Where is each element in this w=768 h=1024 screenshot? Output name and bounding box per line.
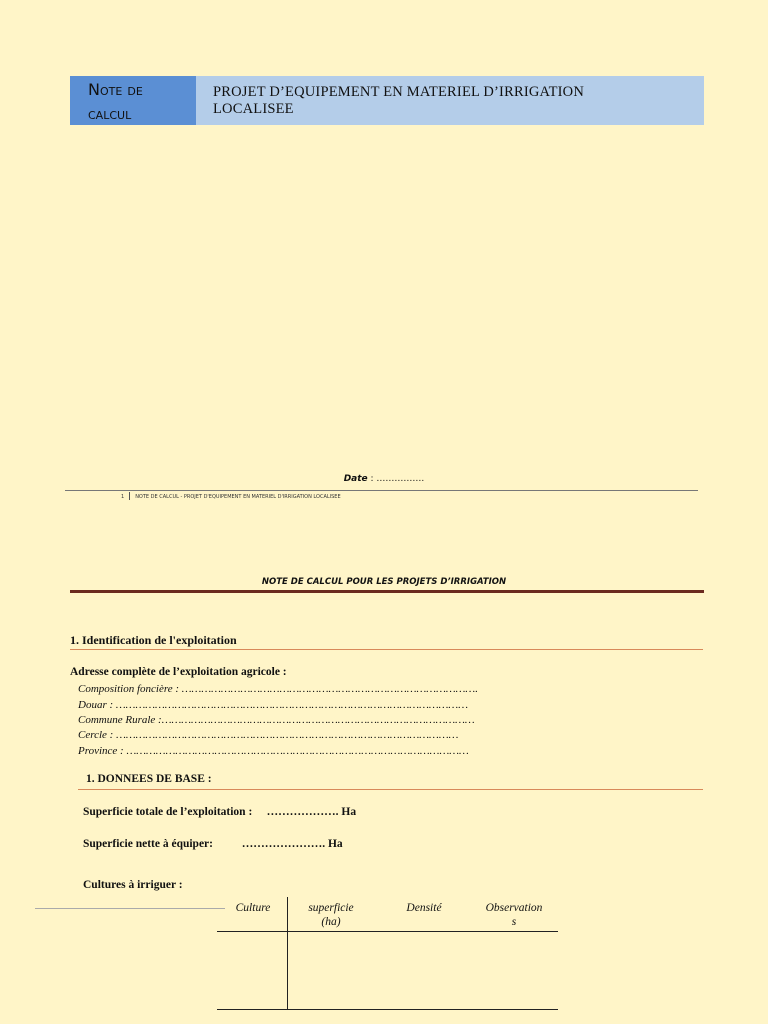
table-header-observations: Observation s: [485, 902, 543, 928]
margin-line: [35, 908, 225, 909]
table-header-densite: Densité: [406, 902, 442, 914]
project-title-line2: LOCALISEE: [213, 101, 294, 117]
identification-heading: 1. Identification de l'exploitation: [70, 633, 237, 647]
project-title: [196, 76, 704, 125]
donnees-heading: 1. DONNEES DE BASE :: [86, 773, 212, 785]
field-douar: Douar : ………………………………………………………………………………………………: [78, 699, 468, 711]
note-de-calcul-line1: Note de: [88, 80, 143, 99]
donnees-rule: [78, 789, 703, 790]
table-header-rule: [217, 931, 558, 932]
section-rule: [70, 590, 704, 593]
address-label: Adresse complète de l’exploitation agricole :: [70, 666, 287, 678]
field-commune-rurale: Commune Rurale :……………………………………………………………………………………: [78, 714, 475, 726]
footer-rule: [65, 490, 698, 491]
footer-divider: [129, 492, 130, 500]
footer-label: NOTE DE CALCUL - PROJET D'EQUIPEMENT EN MATERIEL D'IRRIGATION LOCALISEE: [135, 494, 341, 500]
page-footer: [121, 492, 341, 500]
note-de-calcul-label: [70, 76, 196, 125]
cultures-label: Cultures à irriguer :: [83, 879, 183, 891]
field-province: Province : ……………………………………………………………………………………………: [78, 745, 469, 757]
table-bottom-rule: [217, 1009, 558, 1010]
page-number: 1: [121, 494, 125, 500]
table-column-divider: [287, 897, 288, 1010]
superficie-totale: Superficie totale de l’exploitation : ………………. Ha: [83, 806, 357, 818]
date-value: : …………….: [370, 474, 425, 484]
date-label: Date: [343, 474, 368, 484]
table-header-culture: Culture: [235, 902, 271, 914]
section-title: NOTE DE CALCUL POUR LES PROJETS D’IRRIGATION: [261, 577, 507, 587]
table-header-superficie: superficie (ha): [308, 902, 354, 928]
date-line: [0, 474, 768, 484]
identification-rule: [70, 649, 703, 650]
superficie-nette: Superficie nette à équiper: …………………. Ha: [83, 838, 343, 850]
field-composition-fonciere: Composition foncière : ……………………………………………………………………………….: [78, 683, 478, 695]
field-cercle: Cercle : ……………………………………………………………………………………………: [78, 729, 459, 741]
project-title-line1: PROJET D’EQUIPEMENT EN MATERIEL D’IRRIGATION: [213, 84, 585, 100]
note-de-calcul-line2: calcul: [88, 104, 132, 123]
